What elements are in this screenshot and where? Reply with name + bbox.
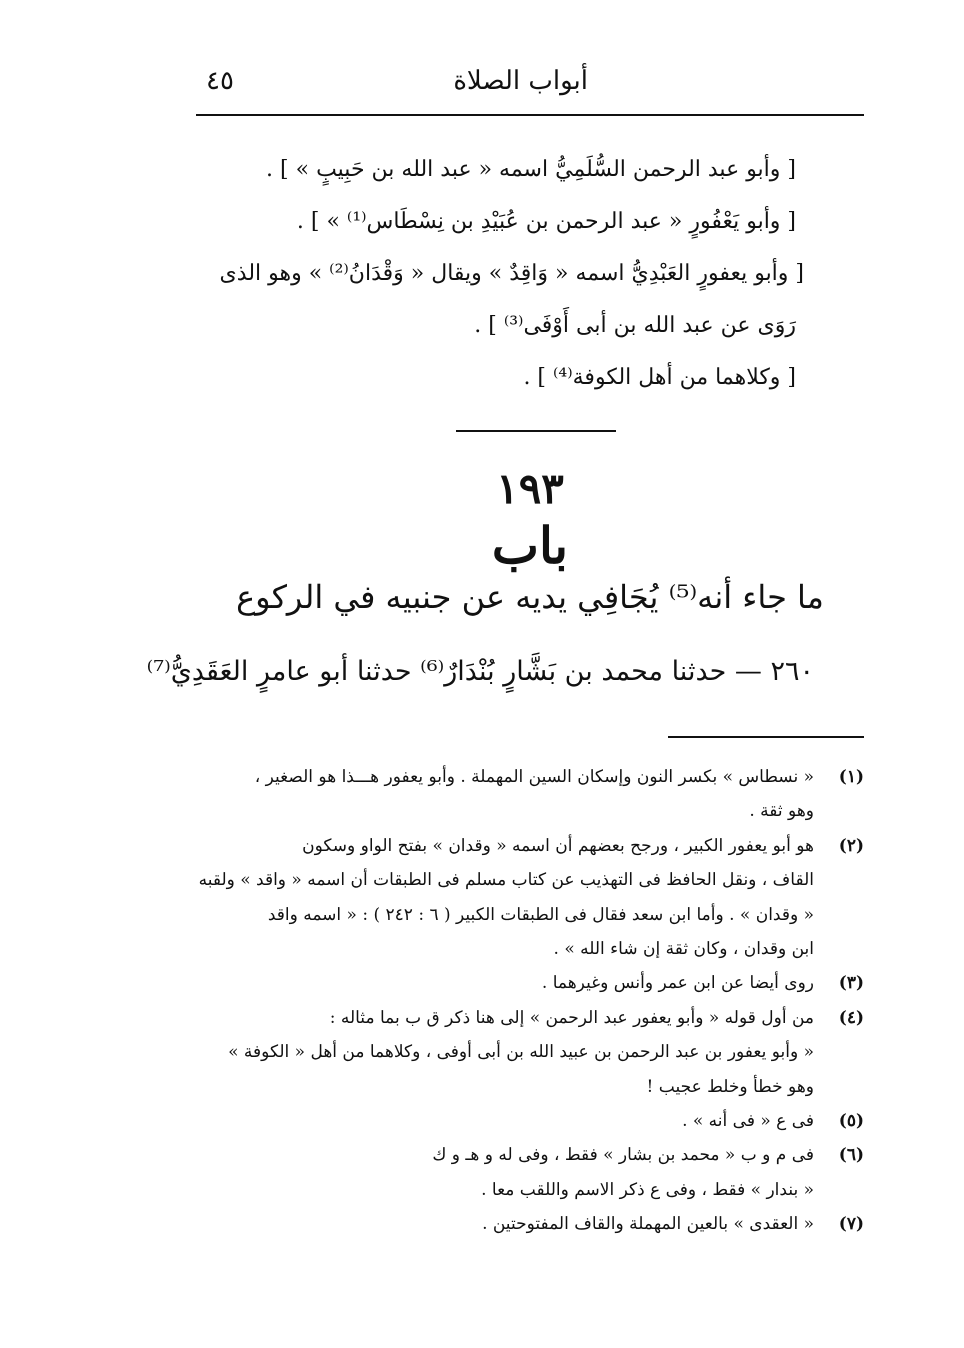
footnote-line: « بندار » فقط ، وفى ع ذكر الاسم واللقب معا .: [481, 1179, 814, 1200]
footnote-line: « وأبو يعفور بن عبد الرحمن بن عبيد الله بن أبى أوفى ، وكلاهما من أهل « الكوفة »: [228, 1042, 814, 1063]
footnote-number: (٧): [838, 1214, 864, 1235]
section-divider: [456, 430, 616, 432]
text-line: [ وأبو يَعْفُورٍ « عبد الرحمن بن عُبَيْدِ بن نِسْطَاس⁽¹⁾ » ] .: [296, 209, 796, 234]
footnote-number: (٣): [838, 973, 864, 994]
narrator-notes: [196, 144, 864, 404]
footnote: [196, 966, 864, 1000]
footnotes: [196, 760, 864, 1242]
footnote: [196, 1001, 864, 1104]
footnote-number: (٦): [838, 1145, 864, 1166]
footnote-line: فى م و ب « محمد بن بشار » فقط ، وفى له و هـ و ك: [432, 1145, 814, 1166]
footnote-line: « وقدان » . وأما ابن سعد فقال فى الطبقات الكبير ( ٦ : ٢٤٢ ) : « اسمه واقد: [267, 904, 814, 925]
hadith-opening: ٢٦٠ — حدثنا محمد بن بَشَّارٍ بُنْدَارٌ⁽⁶⁾ حدثنا أبو عامرٍ العَقَدِيُّ⁽⁷⁾: [146, 656, 814, 687]
footnote: [196, 1104, 864, 1138]
text-line: [ وأبو يعفورٍ العَبْدِيُّ اسمه « وَاقِدٌ » ويقال « وَقْدَانُ⁽²⁾ » وهو الذى: [219, 261, 804, 286]
chapter-label: باب: [491, 516, 569, 575]
header-rule: [196, 114, 864, 116]
footnote-line: « العقدى » بالعين المهملة والقاف المفتوحتين .: [482, 1214, 814, 1235]
footnote-line: « نسطاس » بكسر النون وإسكان السين المهملة . وأبو يعفور هـــذا هو الصغير ،: [254, 767, 814, 787]
footnote-line: هو أبو يعفور الكبير ، ورجح بعضهم أن اسمه « وقدان » بفتح الواو وسكون: [302, 835, 814, 856]
chapter-title: ما جاء أنه⁽⁵⁾ يُجَافِي يديه عن جنبيه في الركوع: [236, 578, 824, 616]
chapter-number: ١٩٣: [496, 464, 564, 513]
footnote-line: القاف ، ونقل الحافظ فى التهذيب عن كتاب مسلم فى الطبقات أن اسمه « واقد » ولقبه: [198, 870, 814, 891]
footnote-number: (٥): [838, 1111, 864, 1132]
footnote-rule: [668, 736, 864, 738]
footnote: [196, 829, 864, 967]
footnote-line: وهو خطأ وخلط عجيب !: [646, 1076, 814, 1097]
running-header: [196, 62, 864, 106]
footnote-line: من أول قوله « وأبو يعفور عبد الرحمن » إلى هنا ذكر ق ب بما مثاله :: [329, 1007, 814, 1028]
footnote-line: روى أيضا عن ابن عمر وأنس وغيرهما .: [541, 973, 814, 994]
text-line: رَوَى عن عبد الله بن أبى أَوْفَى⁽³⁾ ] .: [474, 313, 796, 338]
text-line: [ وكلاهما من أهل الكوفة⁽⁴⁾ ] .: [523, 365, 796, 390]
footnote-line: وهو ثقة .: [749, 801, 814, 822]
footnote-number: (١): [838, 767, 864, 787]
running-title: أبواب الصلاة: [453, 66, 588, 96]
footnote: [196, 760, 864, 829]
footnote-line: فى ع « فى أنه » .: [682, 1111, 814, 1132]
footnote-line: ابن وقدان ، وكان ثقة إن شاء الله » .: [553, 939, 814, 960]
text-line: [ وأبو عبد الرحمن السُّلَمِيُّ اسمه « عبد الله بن حَبِيبٍ » ] .: [266, 157, 796, 182]
footnote-number: (٢): [838, 835, 864, 856]
page-number: ٤٥: [206, 66, 234, 96]
footnote: [196, 1138, 864, 1207]
footnote-number: (٤): [838, 1007, 864, 1028]
footnote: [196, 1207, 864, 1241]
